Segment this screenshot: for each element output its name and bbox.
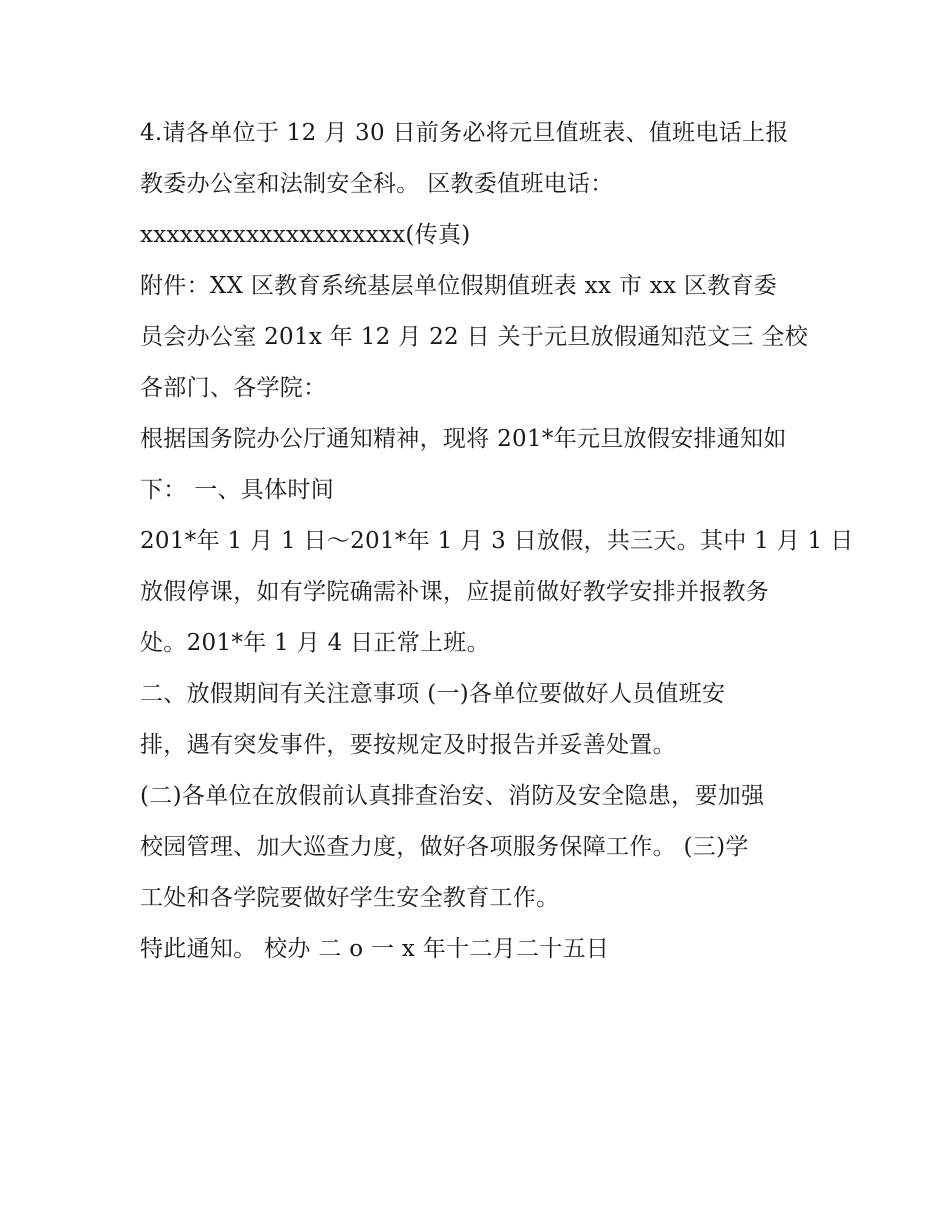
text-line: 特此通知。 校办 二 o 一 x 年十二月二十五日 — [140, 936, 610, 962]
text-line: 4.请各单位于 12 月 30 日前务必将元旦值班表、值班电话上报 — [140, 120, 789, 146]
text-line: 工处和各学院要做好学生安全教育工作。 — [140, 885, 560, 911]
text-line: 下： 一、具体时间 — [140, 477, 335, 503]
text-line: 各部门、各学院： — [140, 375, 327, 401]
text-line: 教委办公室和法制安全科。 区教委值班电话： — [140, 171, 614, 197]
text-line: 校园管理、加大巡查力度，做好各项服务保障工作。 (三)学 — [140, 834, 749, 860]
text-line: 根据国务院办公厅通知精神，现将 201*年元旦放假安排通知如 — [140, 426, 787, 452]
text-line: (二)各单位在放假前认真排查治安、消防及安全隐患，要加强 — [140, 783, 765, 809]
text-line: 处。201*年 1 月 4 日正常上班。 — [140, 630, 490, 656]
text-line: 放假停课，如有学院确需补课，应提前做好教学安排并报教务 — [140, 579, 770, 605]
text-line: 员会办公室 201x 年 12 月 22 日 关于元旦放假通知范文三 全校 — [140, 324, 808, 350]
text-line: 二、放假期间有关注意事项 (一)各单位要做好人员值班安 — [140, 681, 726, 707]
document-body — [140, 108, 854, 975]
text-line: xxxxxxxxxxxxxxxxxxxx(传真) — [140, 222, 471, 248]
text-line: 排，遇有突发事件，要按规定及时报告并妥善处置。 — [140, 732, 676, 758]
text-line: 附件：XX 区教育系统基层单位假期值班表 xx 市 xx 区教育委 — [140, 273, 778, 299]
text-line: 201*年 1 月 1 日～201*年 1 月 3 日放假，共三天。其中 1 月 1 日 — [140, 528, 854, 554]
